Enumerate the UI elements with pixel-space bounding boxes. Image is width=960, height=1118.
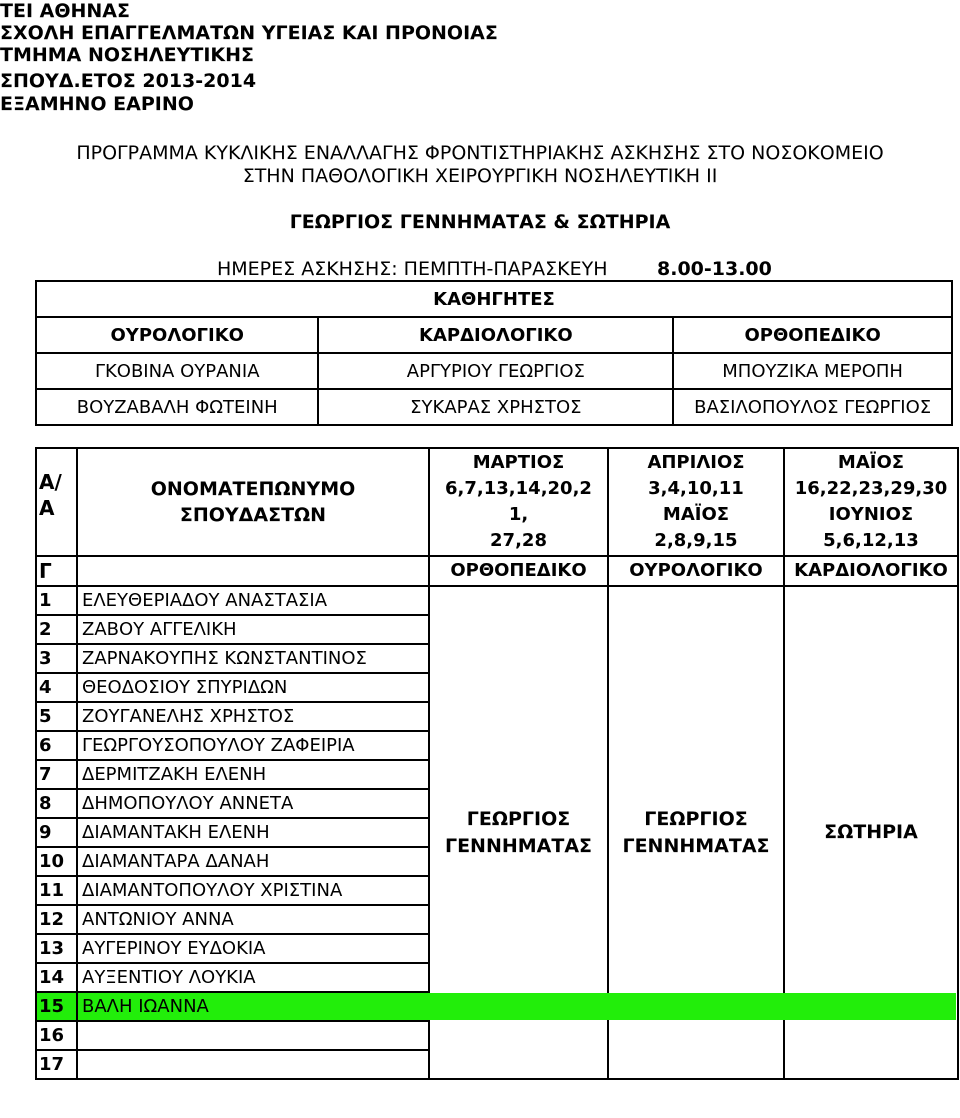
student-number: 1 (36, 586, 77, 615)
professor-name: ΒΟΥΖΑΒΑΛΗ ΦΩΤΕΙΝΗ (36, 389, 318, 425)
student-name: ΔΗΜΟΠΟΥΛΟΥ ΑΝΝΕΤΑ (77, 789, 429, 818)
names-header-line1: ΟΝΟΜΑΤΕΠΩΝΥΜΟ (150, 478, 356, 500)
label-g: Γ (36, 556, 77, 586)
student-number: 2 (36, 615, 77, 644)
student-name: ΒΑΛΗ ΙΩΑΝΝΑ (77, 992, 429, 1021)
student-number: 3 (36, 644, 77, 673)
student-number: 11 (36, 876, 77, 905)
student-name: ΓΕΩΡΓΟΥΣΟΠΟΥΛΟΥ ΖΑΦΕΙΡΙΑ (77, 731, 429, 760)
dept-orthopedics: ΟΡΘΟΠΕΔΙΚΟ (673, 317, 952, 353)
names-header (77, 448, 429, 556)
student-number: 8 (36, 789, 77, 818)
period-2-line: ΜΑΪΟΣ (662, 504, 730, 525)
period-header-1 (429, 448, 608, 556)
professor-name: ΒΑΣΙΛΟΠΟΥΛΟΣ ΓΕΩΡΓΙΟΣ (673, 389, 952, 425)
label-a1: Α/ (39, 470, 62, 494)
professor-name: ΣΥΚΑΡΑΣ ΧΡΗΣΤΟΣ (318, 389, 673, 425)
empty-cell (77, 556, 429, 586)
hospital-title: ΓΕΩΡΓΙΟΣ ΓΕΝΝΗΜΑΤΑΣ & ΣΩΤΗΡΙΑ (289, 211, 671, 233)
student-number: 5 (36, 702, 77, 731)
practice-days: ΗΜΕΡΕΣ ΑΣΚΗΣΗΣ: ΠΕΜΠΤΗ-ΠΑΡΑΣΚΕΥΗ (217, 258, 608, 280)
names-header-line2: ΣΠΟΥΔΑΣΤΩΝ (179, 504, 327, 526)
professors-table (35, 280, 953, 426)
school-name: ΣΧΟΛΗ ΕΠΑΓΓΕΛΜΑΤΩΝ ΥΓΕΙΑΣ ΚΑΙ ΠΡΟΝΟΙΑΣ (0, 22, 498, 44)
hospital-line1: ΓΕΩΡΓΙΟΣ (466, 807, 571, 830)
academic-year: ΣΠΟΥΔ.ΕΤΟΣ 2013-2014 (0, 70, 257, 92)
dept-cardiology: ΚΑΡΔΙΟΛΟΓΙΚΟ (318, 317, 673, 353)
student-number: 17 (36, 1050, 77, 1079)
student-name: ΔΕΡΜΙΤΖΑΚΗ ΕΛΕΝΗ (77, 760, 429, 789)
professor-name: ΓΚΟΒΙΝΑ ΟΥΡΑΝΙΑ (36, 353, 318, 389)
period-2-line: ΑΠΡΙΛΙΟΣ (647, 452, 745, 473)
period-3-department: ΚΑΡΔΙΟΛΟΓΙΚΟ (784, 556, 958, 586)
student-name: ΖΑΡΝΑΚΟΥΠΗΣ ΚΩΝΣΤΑΝΤΙΝΟΣ (77, 644, 429, 673)
student-name: ΕΛΕΥΘΕΡΙΑΔΟΥ ΑΝΑΣΤΑΣΙΑ (77, 586, 429, 615)
period-1-department: ΟΡΘΟΠΕΔΙΚΟ (429, 556, 608, 586)
student-name: ΔΙΑΜΑΝΤΑΚΗ ΕΛΕΝΗ (77, 818, 429, 847)
student-number: 4 (36, 673, 77, 702)
period-1-line: 27,28 (490, 530, 547, 551)
program-title-line2: ΣΤΗΝ ΠΑΘΟΛΟΓΙΚΗ ΧΕΙΡΟΥΡΓΙΚΗ ΝΟΣΗΛΕΥΤΙΚΗ ΙΙ (242, 165, 718, 187)
period-1-line: 6,7,13,14,20,2 (445, 478, 592, 499)
highlight-band (428, 993, 956, 1020)
period-1-line: 1, (508, 504, 529, 525)
student-name: ΑΝΤΩΝΙΟΥ ΑΝΝΑ (77, 905, 429, 934)
student-number: 15 (36, 992, 77, 1021)
student-number: 14 (36, 963, 77, 992)
roster-table (35, 447, 959, 1080)
semester: ΕΞΑΜΗΝΟ ΕΑΡΙΝΟ (0, 93, 194, 115)
dept-urology: ΟΥΡΟΛΟΓΙΚΟ (36, 317, 318, 353)
table-row (36, 586, 958, 615)
student-name (77, 1050, 429, 1079)
hospital-line2: ΓΕΝΝΗΜΑΤΑΣ (622, 834, 770, 857)
student-name: ΔΙΑΜΑΝΤΟΠΟΥΛΟΥ ΧΡΙΣΤΙΝΑ (77, 876, 429, 905)
label-a2: Α (39, 496, 55, 520)
student-number: 16 (36, 1021, 77, 1050)
student-name: ΔΙΑΜΑΝΤΑΡΑ ΔΑΝΑΗ (77, 847, 429, 876)
period-2-line: 2,8,9,15 (654, 530, 738, 551)
student-name: ΖΟΥΓΑΝΕΛΗΣ ΧΡΗΣΤΟΣ (77, 702, 429, 731)
department-name: ΤΜΗΜΑ ΝΟΣΗΛΕΥΤΙΚΗΣ (0, 44, 255, 66)
student-name: ΑΥΓΕΡΙΝΟΥ ΕΥΔΟΚΙΑ (77, 934, 429, 963)
period-3-line: ΜΑΪΟΣ (837, 452, 905, 473)
institution-name: ΤΕΙ ΑΘΗΝΑΣ (0, 0, 130, 22)
period-header-2 (608, 448, 784, 556)
program-title-line1: ΠΡΟΓΡΑΜΜΑ ΚΥΚΛΙΚΗΣ ΕΝΑΛΛΑΓΗΣ ΦΡΟΝΤΙΣΤΗΡΙΑΚΗΣ ΑΣΚΗΣΗΣ ΣΤΟ ΝΟΣΟΚΟΜΕΙΟ (76, 142, 884, 164)
student-number: 7 (36, 760, 77, 789)
student-number: 10 (36, 847, 77, 876)
period-2-department: ΟΥΡΟΛΟΓΙΚΟ (608, 556, 784, 586)
professor-name: ΑΡΓΥΡΙΟΥ ΓΕΩΡΓΙΟΣ (318, 353, 673, 389)
practice-hours: 8.00-13.00 (657, 258, 772, 280)
student-name: ΖΑΒΟΥ ΑΓΓΕΛΙΚΗ (77, 615, 429, 644)
student-name: ΘΕΟΔΟΣΙΟΥ ΣΠΥΡΙΔΩΝ (77, 673, 429, 702)
student-number: 6 (36, 731, 77, 760)
period-3-line: 5,6,12,13 (823, 530, 919, 551)
professors-title: ΚΑΘΗΓΗΤΕΣ (36, 281, 952, 317)
student-number: 13 (36, 934, 77, 963)
period-3-line: ΙΟΥΝΙΟΣ (828, 504, 914, 525)
label-aa (36, 448, 77, 556)
student-name: ΑΥΞΕΝΤΙΟΥ ΛΟΥΚΙΑ (77, 963, 429, 992)
period-header-3 (784, 448, 958, 556)
student-number: 9 (36, 818, 77, 847)
professor-name: ΜΠΟΥΖΙΚΑ ΜΕΡΟΠΗ (673, 353, 952, 389)
hospital-line1: ΣΩΤΗΡΙΑ (824, 821, 918, 843)
period-1-line: ΜΑΡΤΙΟΣ (472, 452, 565, 473)
student-name (77, 1021, 429, 1050)
student-number: 12 (36, 905, 77, 934)
period-3-line: 16,22,23,29,30 (794, 478, 948, 499)
hospital-line2: ΓΕΝΝΗΜΑΤΑΣ (444, 834, 593, 857)
hospital-line1: ΓΕΩΡΓΙΟΣ (644, 807, 748, 830)
period-2-line: 3,4,10,11 (648, 478, 744, 499)
